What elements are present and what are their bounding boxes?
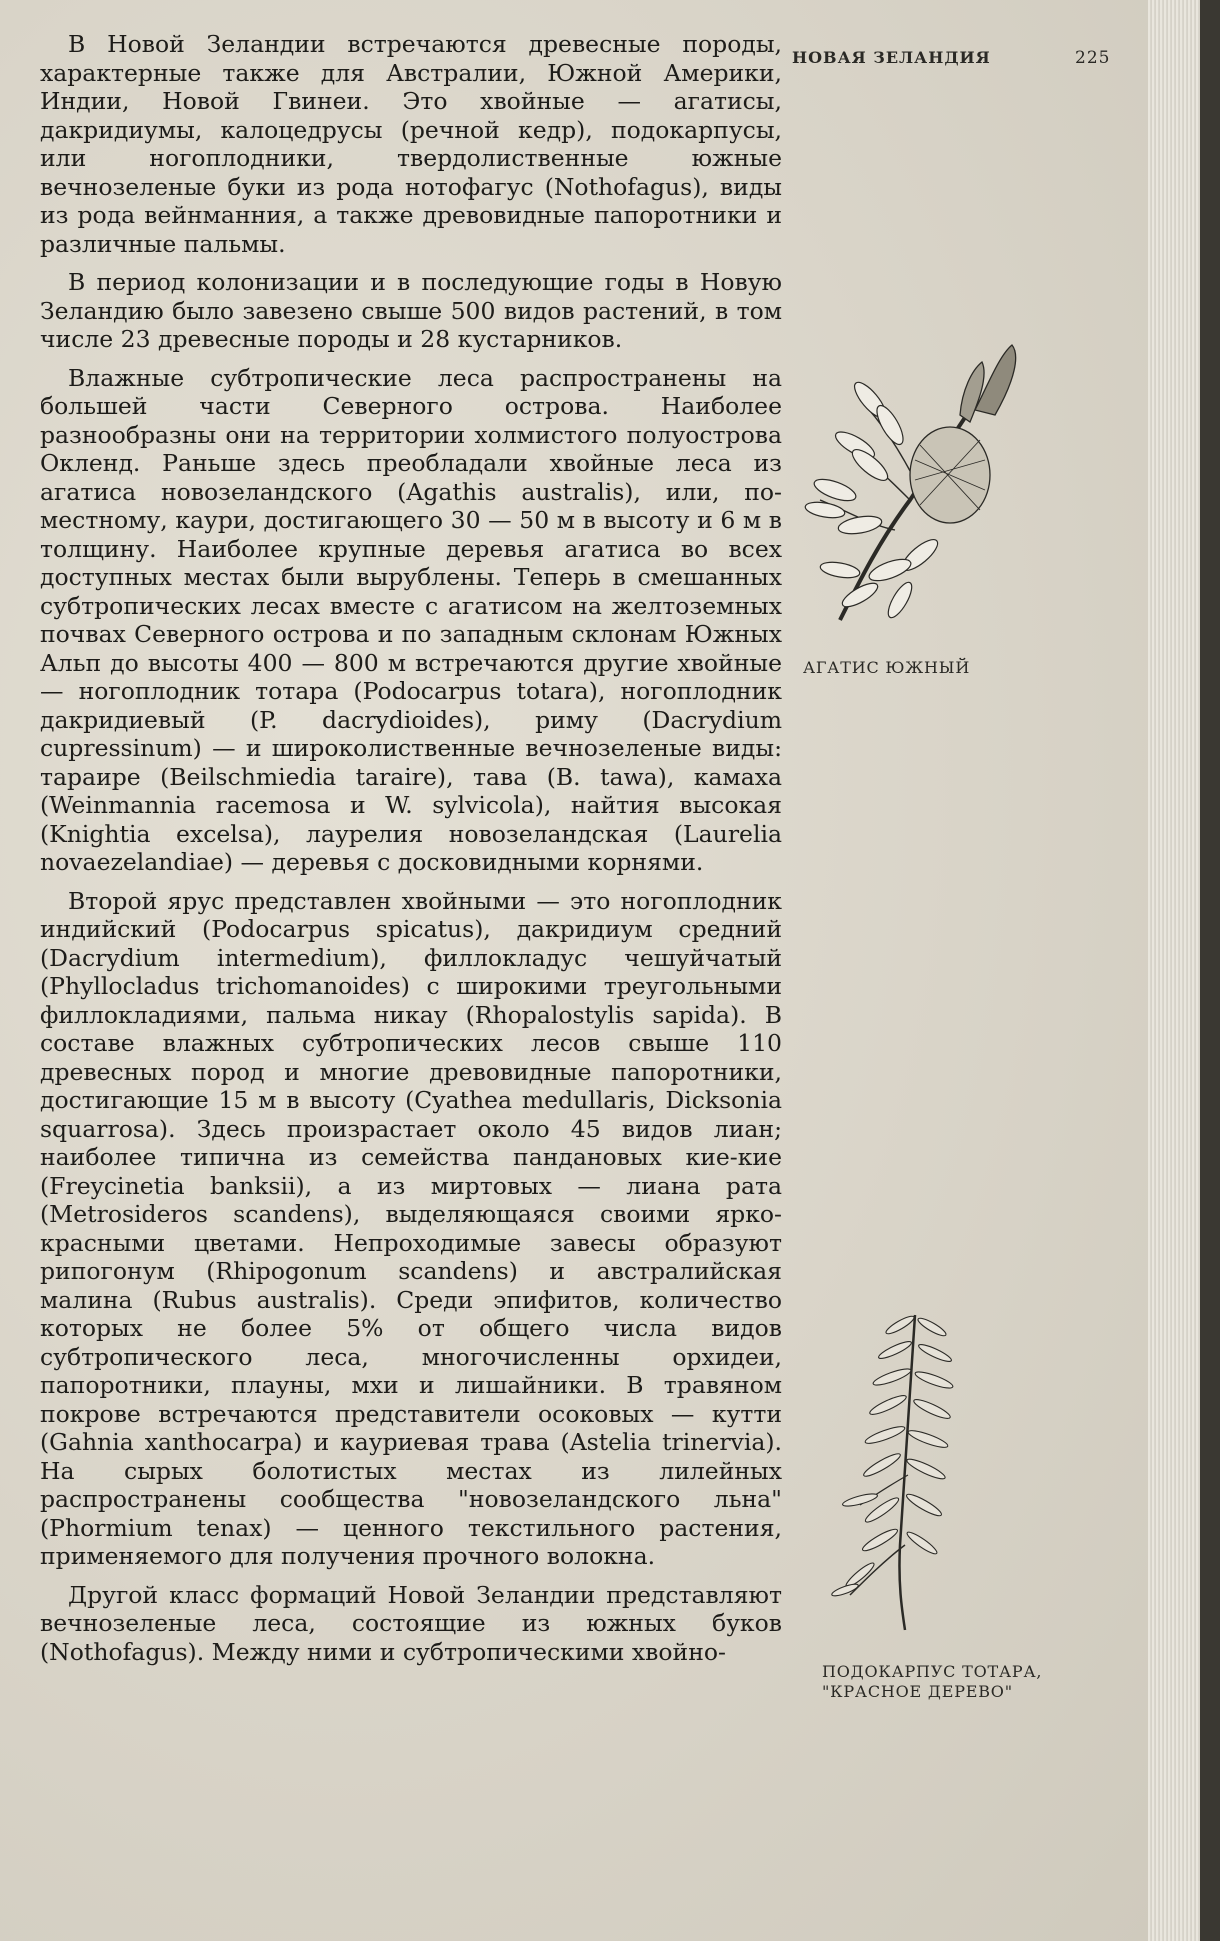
agathis-caption: АГАТИС ЮЖНЫЙ bbox=[803, 658, 971, 677]
paragraph-5: Другой класс формаций Новой Зеландии представляют вечнозеленые леса, состоящие из южных буков (Nothofagus). Между ними и субтропическими хвойно- bbox=[40, 1580, 782, 1666]
running-head: НОВАЯ ЗЕЛАНДИЯ bbox=[792, 48, 991, 67]
page-number: 225 bbox=[1075, 48, 1111, 68]
page-edges bbox=[1148, 0, 1200, 1941]
podocarpus-branch-illustration bbox=[820, 1305, 990, 1635]
paragraph-2: В период колонизации и в последующие годы в Новую Зеландию было завезено свыше 500 видов растений, в том числе 23 древесные породы и 28 кустарников. bbox=[40, 268, 782, 353]
paragraph-3: Влажные субтропические леса распространены на большей части Северного острова. Наиболее разнообразны они на территории холмистого полуострова Окленд. Раньше здесь преобладали хвойные леса из агатиса новозеландского (Agathis australis), или, по-местному, каури, достигающего 30 — 50 м в высоту и 6 м в толщину. Наиболее крупные деревья агатиса во всех доступных местах были вырублены. Теперь в смешанных субтропических лесах вместе с агатисом на желтоземных почвах Северного острова и по западным склонам Южных Альп до высоты 400 — 800 м встречаются другие хвойные — ногоплодник тотара (Podocarpus totara), ногоплодник дакридиевый (P. dacrydioides), риму (Dacrydium cupressinum) — и широколиственные вечнозеленые виды: тараире (Beilschmiedia taraire), тава (B. tawa), камаха (Weinmannia racemosa и W. sylvicola), найтия высокая (Knightia excelsa), лаурелия новозеландская (Laurelia novaezelandiae) — деревья с досковидными корнями. bbox=[40, 363, 782, 876]
paragraph-4: Второй ярус представлен хвойными — это ногоплодник индийский (Podocarpus spicatus), дакридиум средний (Dacrydium intermedium), филлокладус чешуйчатый (Phyllocladus trichomanoides) с широкими треугольными филлокладиями, пальма никау (Rhopalostylis sapida). В составе влажных субтропических лесов свыше 110 древесных пород и многие древовидные папоротники, достигающие 15 м в высоту (Cyathea medullaris, Dicksonia squarrosa). Здесь произрастает около 45 видов лиан; наиболее типична из семейства пандановых кие-кие (Freycinetia banksii), а из миртовых — лиана рата (Metrosideros scandens), выделяющаяся своими ярко-красными цветами. Непроходимые завесы образуют рипогонум (Rhipogonum scandens) и австралийская малина (Rubus australis). Среди эпифитов, количество которых не более 5% от общего числа видов субтропического леса, многочисленны орхидеи, папоротники, плауны, мхи и лишайники. В травяном покрове встречаются представители осоковых — кутти (Gahnia xanthocarpa) и кауриевая трава (Astelia trinervia). На сырых болотистых местах из лилейных распространены сообщества "новозеландского льна" (Phormium tenax) — ценного текстильного растения, применяемого для получения прочного волокна. bbox=[40, 886, 782, 1570]
podocarpus-caption: ПОДОКАРПУС ТОТАРА, "КРАСНОЕ ДЕРЕВО" bbox=[822, 1662, 1043, 1701]
agathis-branch-illustration bbox=[800, 340, 1030, 630]
background-edge bbox=[1200, 0, 1220, 1941]
paragraph-1: В Новой Зеландии встречаются древесные породы, характерные также для Австралии, Южной Америки, Индии, Новой Гвинеи. Это хвойные — агатисы, дакридиумы, калоцедрусы (речной кедр), подокарпусы, или ногоплодники, твердолиственные южные вечнозеленые буки из рода нотофагус (Nothofagus), виды из рода вейнманния, а также древовидные папоротники и различные пальмы. bbox=[40, 30, 782, 258]
main-text-column bbox=[40, 30, 782, 1676]
